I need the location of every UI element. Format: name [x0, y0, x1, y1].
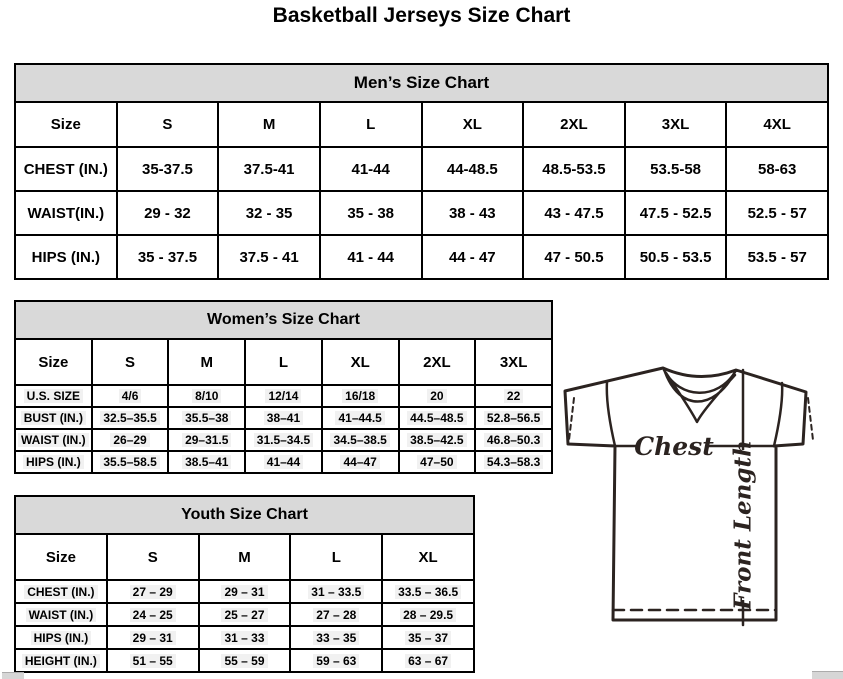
col-header-cell: L [245, 339, 322, 385]
value-cell: 8/10 [168, 385, 245, 407]
col-header-cell: XL [422, 102, 524, 147]
value-cell: 44.5–48.5 [399, 407, 476, 429]
jersey-cuff-stitch-right [808, 398, 813, 440]
chart-title: Women’s Size Chart [15, 301, 552, 339]
value-cell: 32.5–35.5 [92, 407, 169, 429]
value-cell: 63 – 67 [382, 649, 474, 672]
value-cell: 29 - 32 [117, 191, 219, 235]
value-cell: 41-44 [320, 147, 422, 191]
value-cell: 47–50 [399, 451, 476, 473]
row-label-cell: HIPS (IN.) [15, 451, 92, 473]
value-cell: 53.5 - 57 [726, 235, 828, 279]
value-cell: 33.5 – 36.5 [382, 580, 474, 603]
col-header-cell: L [320, 102, 422, 147]
col-header-cell: 3XL [625, 102, 727, 147]
value-cell: 44–47 [322, 451, 399, 473]
chest-label: Chest [634, 432, 714, 461]
col-header-cell: M [199, 534, 291, 580]
value-cell: 47.5 - 52.5 [625, 191, 727, 235]
row-label-cell: CHEST (IN.) [15, 147, 117, 191]
value-cell: 35 - 37.5 [117, 235, 219, 279]
value-cell: 55 – 59 [199, 649, 291, 672]
chart-title: Youth Size Chart [15, 496, 474, 534]
value-cell: 27 – 29 [107, 580, 199, 603]
value-cell: 46.8–50.3 [475, 429, 552, 451]
value-cell: 35 - 38 [320, 191, 422, 235]
col-header-cell: L [290, 534, 382, 580]
col-header-cell: 4XL [726, 102, 828, 147]
value-cell: 48.5-53.5 [523, 147, 625, 191]
value-cell: 35.5–38 [168, 407, 245, 429]
value-cell: 54.3–58.3 [475, 451, 552, 473]
scrollbar-fragment-left[interactable] [2, 672, 24, 679]
value-cell: 41–44.5 [322, 407, 399, 429]
jersey-measurement-diagram [556, 358, 843, 638]
value-cell: 38 - 43 [422, 191, 524, 235]
womens-size-chart-table [14, 300, 553, 474]
front-length-label: Front Length [729, 440, 757, 610]
value-cell: 51 – 55 [107, 649, 199, 672]
col-header-cell: 2XL [523, 102, 625, 147]
value-cell: 44 - 47 [422, 235, 524, 279]
value-cell: 32 - 35 [218, 191, 320, 235]
col-header-cell: M [168, 339, 245, 385]
value-cell: 12/14 [245, 385, 322, 407]
value-cell: 27 – 28 [290, 603, 382, 626]
value-cell: 35.5–58.5 [92, 451, 169, 473]
row-label-cell: CHEST (IN.) [15, 580, 107, 603]
value-cell: 52.8–56.5 [475, 407, 552, 429]
value-cell: 44-48.5 [422, 147, 524, 191]
value-cell: 31 – 33 [199, 626, 291, 649]
value-cell: 50.5 - 53.5 [625, 235, 727, 279]
youth-size-chart-table [14, 495, 475, 673]
chart-title: Men’s Size Chart [15, 64, 828, 102]
value-cell: 4/6 [92, 385, 169, 407]
col-header-cell: 2XL [399, 339, 476, 385]
size-header-cell: Size [15, 534, 107, 580]
col-header-cell: S [117, 102, 219, 147]
value-cell: 37.5-41 [218, 147, 320, 191]
value-cell: 29 – 31 [107, 626, 199, 649]
value-cell: 20 [399, 385, 476, 407]
value-cell: 25 – 27 [199, 603, 291, 626]
value-cell: 22 [475, 385, 552, 407]
row-label-cell: WAIST(IN.) [15, 191, 117, 235]
page-title: Basketball Jerseys Size Chart [272, 4, 571, 27]
value-cell: 35-37.5 [117, 147, 219, 191]
value-cell: 29–31.5 [168, 429, 245, 451]
col-header-cell: XL [322, 339, 399, 385]
value-cell: 16/18 [322, 385, 399, 407]
value-cell: 29 – 31 [199, 580, 291, 603]
col-header-cell: 3XL [475, 339, 552, 385]
value-cell: 59 – 63 [290, 649, 382, 672]
value-cell: 38–41 [245, 407, 322, 429]
jersey-cuff-stitch-left [569, 398, 574, 440]
value-cell: 43 - 47.5 [523, 191, 625, 235]
value-cell: 47 - 50.5 [523, 235, 625, 279]
value-cell: 31.5–34.5 [245, 429, 322, 451]
col-header-cell: M [218, 102, 320, 147]
value-cell: 38.5–42.5 [399, 429, 476, 451]
value-cell: 37.5 - 41 [218, 235, 320, 279]
mens-size-chart-table [14, 63, 829, 280]
size-header-cell: Size [15, 339, 92, 385]
col-header-cell: S [92, 339, 169, 385]
scrollbar-fragment-right[interactable] [812, 671, 843, 679]
value-cell: 28 – 29.5 [382, 603, 474, 626]
row-label-cell: WAIST (IN.) [15, 603, 107, 626]
row-label-cell: U.S. SIZE [15, 385, 92, 407]
col-header-cell: S [107, 534, 199, 580]
value-cell: 33 – 35 [290, 626, 382, 649]
row-label-cell: HEIGHT (IN.) [15, 649, 107, 672]
row-label-cell: HIPS (IN.) [15, 235, 117, 279]
value-cell: 53.5-58 [625, 147, 727, 191]
value-cell: 58-63 [726, 147, 828, 191]
value-cell: 35 – 37 [382, 626, 474, 649]
value-cell: 38.5–41 [168, 451, 245, 473]
value-cell: 52.5 - 57 [726, 191, 828, 235]
value-cell: 24 – 25 [107, 603, 199, 626]
value-cell: 41 - 44 [320, 235, 422, 279]
row-label-cell: BUST (IN.) [15, 407, 92, 429]
row-label-cell: HIPS (IN.) [15, 626, 107, 649]
value-cell: 31 – 33.5 [290, 580, 382, 603]
col-header-cell: XL [382, 534, 474, 580]
value-cell: 34.5–38.5 [322, 429, 399, 451]
value-cell: 41–44 [245, 451, 322, 473]
size-header-cell: Size [15, 102, 117, 147]
jersey-outline-path [565, 368, 806, 620]
row-label-cell: WAIST (IN.) [15, 429, 92, 451]
value-cell: 26–29 [92, 429, 169, 451]
